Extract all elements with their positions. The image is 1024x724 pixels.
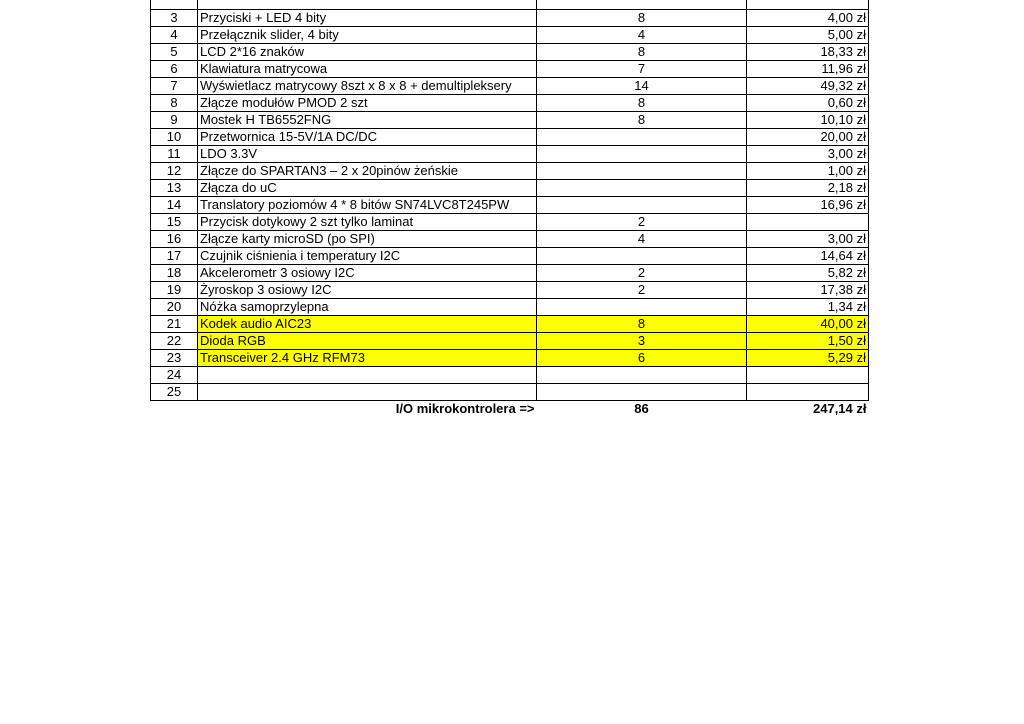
io-count-cell [537, 180, 747, 197]
table-row [151, 146, 869, 163]
price-cell: 16,96 zł [747, 197, 869, 214]
table-row [151, 0, 869, 10]
component-name-cell [198, 367, 537, 384]
table-row [151, 180, 869, 197]
row-number-cell: 11 [151, 146, 198, 163]
component-name-cell: Czujnik ciśnienia i temperatury I2C [198, 248, 537, 265]
io-count-cell: 2 [537, 214, 747, 231]
table-row [151, 197, 869, 214]
component-name-cell [198, 384, 537, 401]
io-count-cell [537, 0, 747, 10]
io-count-cell: 7 [537, 61, 747, 78]
table-row [151, 384, 869, 401]
row-number-cell: 20 [151, 299, 198, 316]
price-cell [747, 214, 869, 231]
price-cell: 49,32 zł [747, 78, 869, 95]
row-number-cell: 4 [151, 27, 198, 44]
price-cell [747, 384, 869, 401]
row-number-cell [151, 0, 198, 10]
component-name-cell: Dioda RGB [198, 333, 537, 350]
price-cell: 1,34 zł [747, 299, 869, 316]
total-io-count: 86 [634, 401, 649, 416]
price-cell [747, 367, 869, 384]
component-name-cell: Akcelerometr 3 osiowy I2C [198, 265, 537, 282]
table-row [151, 112, 869, 129]
row-number-cell: 9 [151, 112, 198, 129]
table-row [151, 265, 869, 282]
row-number-cell: 14 [151, 197, 198, 214]
table-row [151, 95, 869, 112]
component-name-cell: Przełącznik slider, 4 bity [198, 27, 537, 44]
table-row [151, 61, 869, 78]
row-number-cell: 21 [151, 316, 198, 333]
component-name-cell: Żyroskop 3 osiowy I2C [198, 282, 537, 299]
price-cell: 11,96 zł [747, 61, 869, 78]
row-number-cell: 13 [151, 180, 198, 197]
price-cell: 5,29 zł [747, 350, 869, 367]
table-row [151, 350, 869, 367]
component-table [150, 0, 869, 417]
component-name-cell: Złącze modułów PMOD 2 szt [198, 95, 537, 112]
row-number-cell: 10 [151, 129, 198, 146]
io-count-cell: 8 [537, 95, 747, 112]
row-number-cell: 3 [151, 10, 198, 27]
component-name-cell: LCD 2*16 znaków [198, 44, 537, 61]
component-name-cell [198, 0, 537, 10]
component-name-cell: Mostek H TB6552FNG [198, 112, 537, 129]
io-count-cell [537, 163, 747, 180]
row-number-cell: 8 [151, 95, 198, 112]
io-count-cell [537, 129, 747, 146]
io-count-cell: 2 [537, 282, 747, 299]
component-name-cell: Złącze do SPARTAN3 – 2 x 20pinów żeńskie [198, 163, 537, 180]
price-cell: 3,00 zł [747, 146, 869, 163]
table-row [151, 231, 869, 248]
io-count-cell: 8 [537, 10, 747, 27]
total-spacer-cell [151, 401, 198, 418]
table-row [151, 27, 869, 44]
table-row [151, 10, 869, 27]
component-name-cell: Przycisk dotykowy 2 szt tylko laminat [198, 214, 537, 231]
io-count-cell: 4 [537, 27, 747, 44]
component-name-cell: Przyciski + LED 4 bity [198, 10, 537, 27]
io-count-cell [537, 299, 747, 316]
row-number-cell: 24 [151, 367, 198, 384]
price-cell: 5,82 zł [747, 265, 869, 282]
price-cell: 18,33 zł [747, 44, 869, 61]
io-count-cell [537, 248, 747, 265]
row-number-cell: 7 [151, 78, 198, 95]
io-count-cell [537, 367, 747, 384]
row-number-cell: 18 [151, 265, 198, 282]
io-count-cell: 8 [537, 44, 747, 61]
component-name-cell: Przetwornica 15-5V/1A DC/DC [198, 129, 537, 146]
io-count-cell: 3 [537, 333, 747, 350]
row-number-cell: 23 [151, 350, 198, 367]
row-number-cell: 6 [151, 61, 198, 78]
component-name-cell: Kodek audio AIC23 [198, 316, 537, 333]
io-count-cell: 2 [537, 265, 747, 282]
row-number-cell: 22 [151, 333, 198, 350]
table-row [151, 333, 869, 350]
component-name-cell: Klawiatura matrycowa [198, 61, 537, 78]
table-row [151, 163, 869, 180]
io-count-cell [537, 197, 747, 214]
price-cell: 2,18 zł [747, 180, 869, 197]
io-count-cell [537, 384, 747, 401]
io-count-cell: 4 [537, 231, 747, 248]
component-name-cell: Wyświetlacz matrycowy 8szt x 8 x 8 + demultipleksery [198, 78, 537, 95]
price-cell: 4,00 zł [747, 10, 869, 27]
price-cell: 1,00 zł [747, 163, 869, 180]
row-number-cell: 16 [151, 231, 198, 248]
price-cell: 1,50 zł [747, 333, 869, 350]
row-number-cell: 15 [151, 214, 198, 231]
table-row [151, 214, 869, 231]
io-count-cell: 6 [537, 350, 747, 367]
io-count-cell: 8 [537, 112, 747, 129]
total-row [151, 401, 869, 418]
component-name-cell: Transceiver 2.4 GHz RFM73 [198, 350, 537, 367]
price-cell: 10,10 zł [747, 112, 869, 129]
component-name-cell: Translatory poziomów 4 * 8 bitów SN74LVC8T245PW [198, 197, 537, 214]
component-name-cell: Nóżka samoprzylepna [198, 299, 537, 316]
price-cell: 20,00 zł [747, 129, 869, 146]
table-row [151, 129, 869, 146]
table-row [151, 248, 869, 265]
row-number-cell: 19 [151, 282, 198, 299]
row-number-cell: 12 [151, 163, 198, 180]
component-name-cell: Złącze karty microSD (po SPI) [198, 231, 537, 248]
price-cell: 17,38 zł [747, 282, 869, 299]
price-cell: 0,60 zł [747, 95, 869, 112]
row-number-cell: 5 [151, 44, 198, 61]
row-number-cell: 17 [151, 248, 198, 265]
total-label: I/O mikrokontrolera => [395, 401, 535, 416]
component-name-cell: LDO 3.3V [198, 146, 537, 163]
total-price: 247,14 zł [813, 401, 867, 416]
io-count-cell [537, 146, 747, 163]
price-cell: 40,00 zł [747, 316, 869, 333]
price-cell: 14,64 zł [747, 248, 869, 265]
table-row [151, 316, 869, 333]
component-table-body [151, 0, 869, 417]
price-cell: 5,00 zł [747, 27, 869, 44]
price-cell: 3,00 zł [747, 231, 869, 248]
io-count-cell: 8 [537, 316, 747, 333]
table-row [151, 78, 869, 95]
component-name-cell: Złącza do uC [198, 180, 537, 197]
price-cell [747, 0, 869, 10]
table-row [151, 299, 869, 316]
row-number-cell: 25 [151, 384, 198, 401]
table-row [151, 44, 869, 61]
io-count-cell: 14 [537, 78, 747, 95]
table-row [151, 367, 869, 384]
table-row [151, 282, 869, 299]
